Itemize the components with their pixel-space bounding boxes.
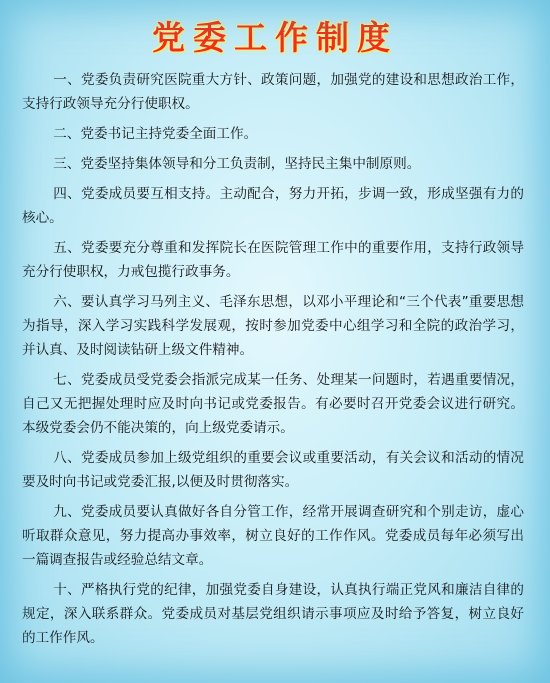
clause-6: 六、要认真学习马列主义、毛泽东思想，以邓小平理论和“三个代表”重要思想为指导，深入学习实践科学发展观，按时参加党委中心组学习和全院的政治学习，并认真、及时阅读钻研上级文件精神。 [22,294,524,358]
clause-4: 四、党委成员要互相支持。主动配合，努力开拓，步调一致，形成坚强有力的核心。 [22,186,524,226]
clause-9: 九、党委成员要认真做好各自分管工作，经常开展调查研究和个别走访，虚心听取群众意见，努力提高办事效率，树立良好的工作作风。党委成员每年必须写出一篇调查报告或经验总结文章。 [22,504,524,568]
clause-3: 三、党委坚持集体领导和分工负责制，坚持民主集中制原则。 [53,156,421,172]
clause-list [0,62,550,650]
clause-8: 八、党委成员参加上级党组织的重要会议或重要活动，有关会议和活动的情况要及时向书记或党委汇报,以便及时贯彻落实。 [22,450,524,490]
board-title: 党委工作制度 [152,18,398,57]
clause-2: 二、党委书记主持党委全面工作。 [53,126,258,142]
clause-10: 十、严格执行党的纪律，加强党委自身建设，认真执行端正党风和廉洁自律的规定，深入联系群众。党委成员对基层党组织请示事项应及时给予答复，树立良好的工作作风。 [22,582,524,646]
clause-1: 一、党委负责研究医院重大方针、政策问题，加强党的建设和思想政治工作，支持行政领导充分行使职权。 [22,72,524,112]
clause-7: 七、党委成员受党委会指派完成某一任务、处理某一问题时，若遇重要情况，自己又无把握处理时应及时向书记或党委报告。有必要时召开党委会议进行研究。本级党委会仍不能决策的，向上级党委请示。 [22,372,524,436]
clause-5: 五、党委要充分尊重和发挥院长在医院管理工作中的重要作用，支持行政领导充分行使职权，力戒包揽行政事务。 [22,240,524,280]
